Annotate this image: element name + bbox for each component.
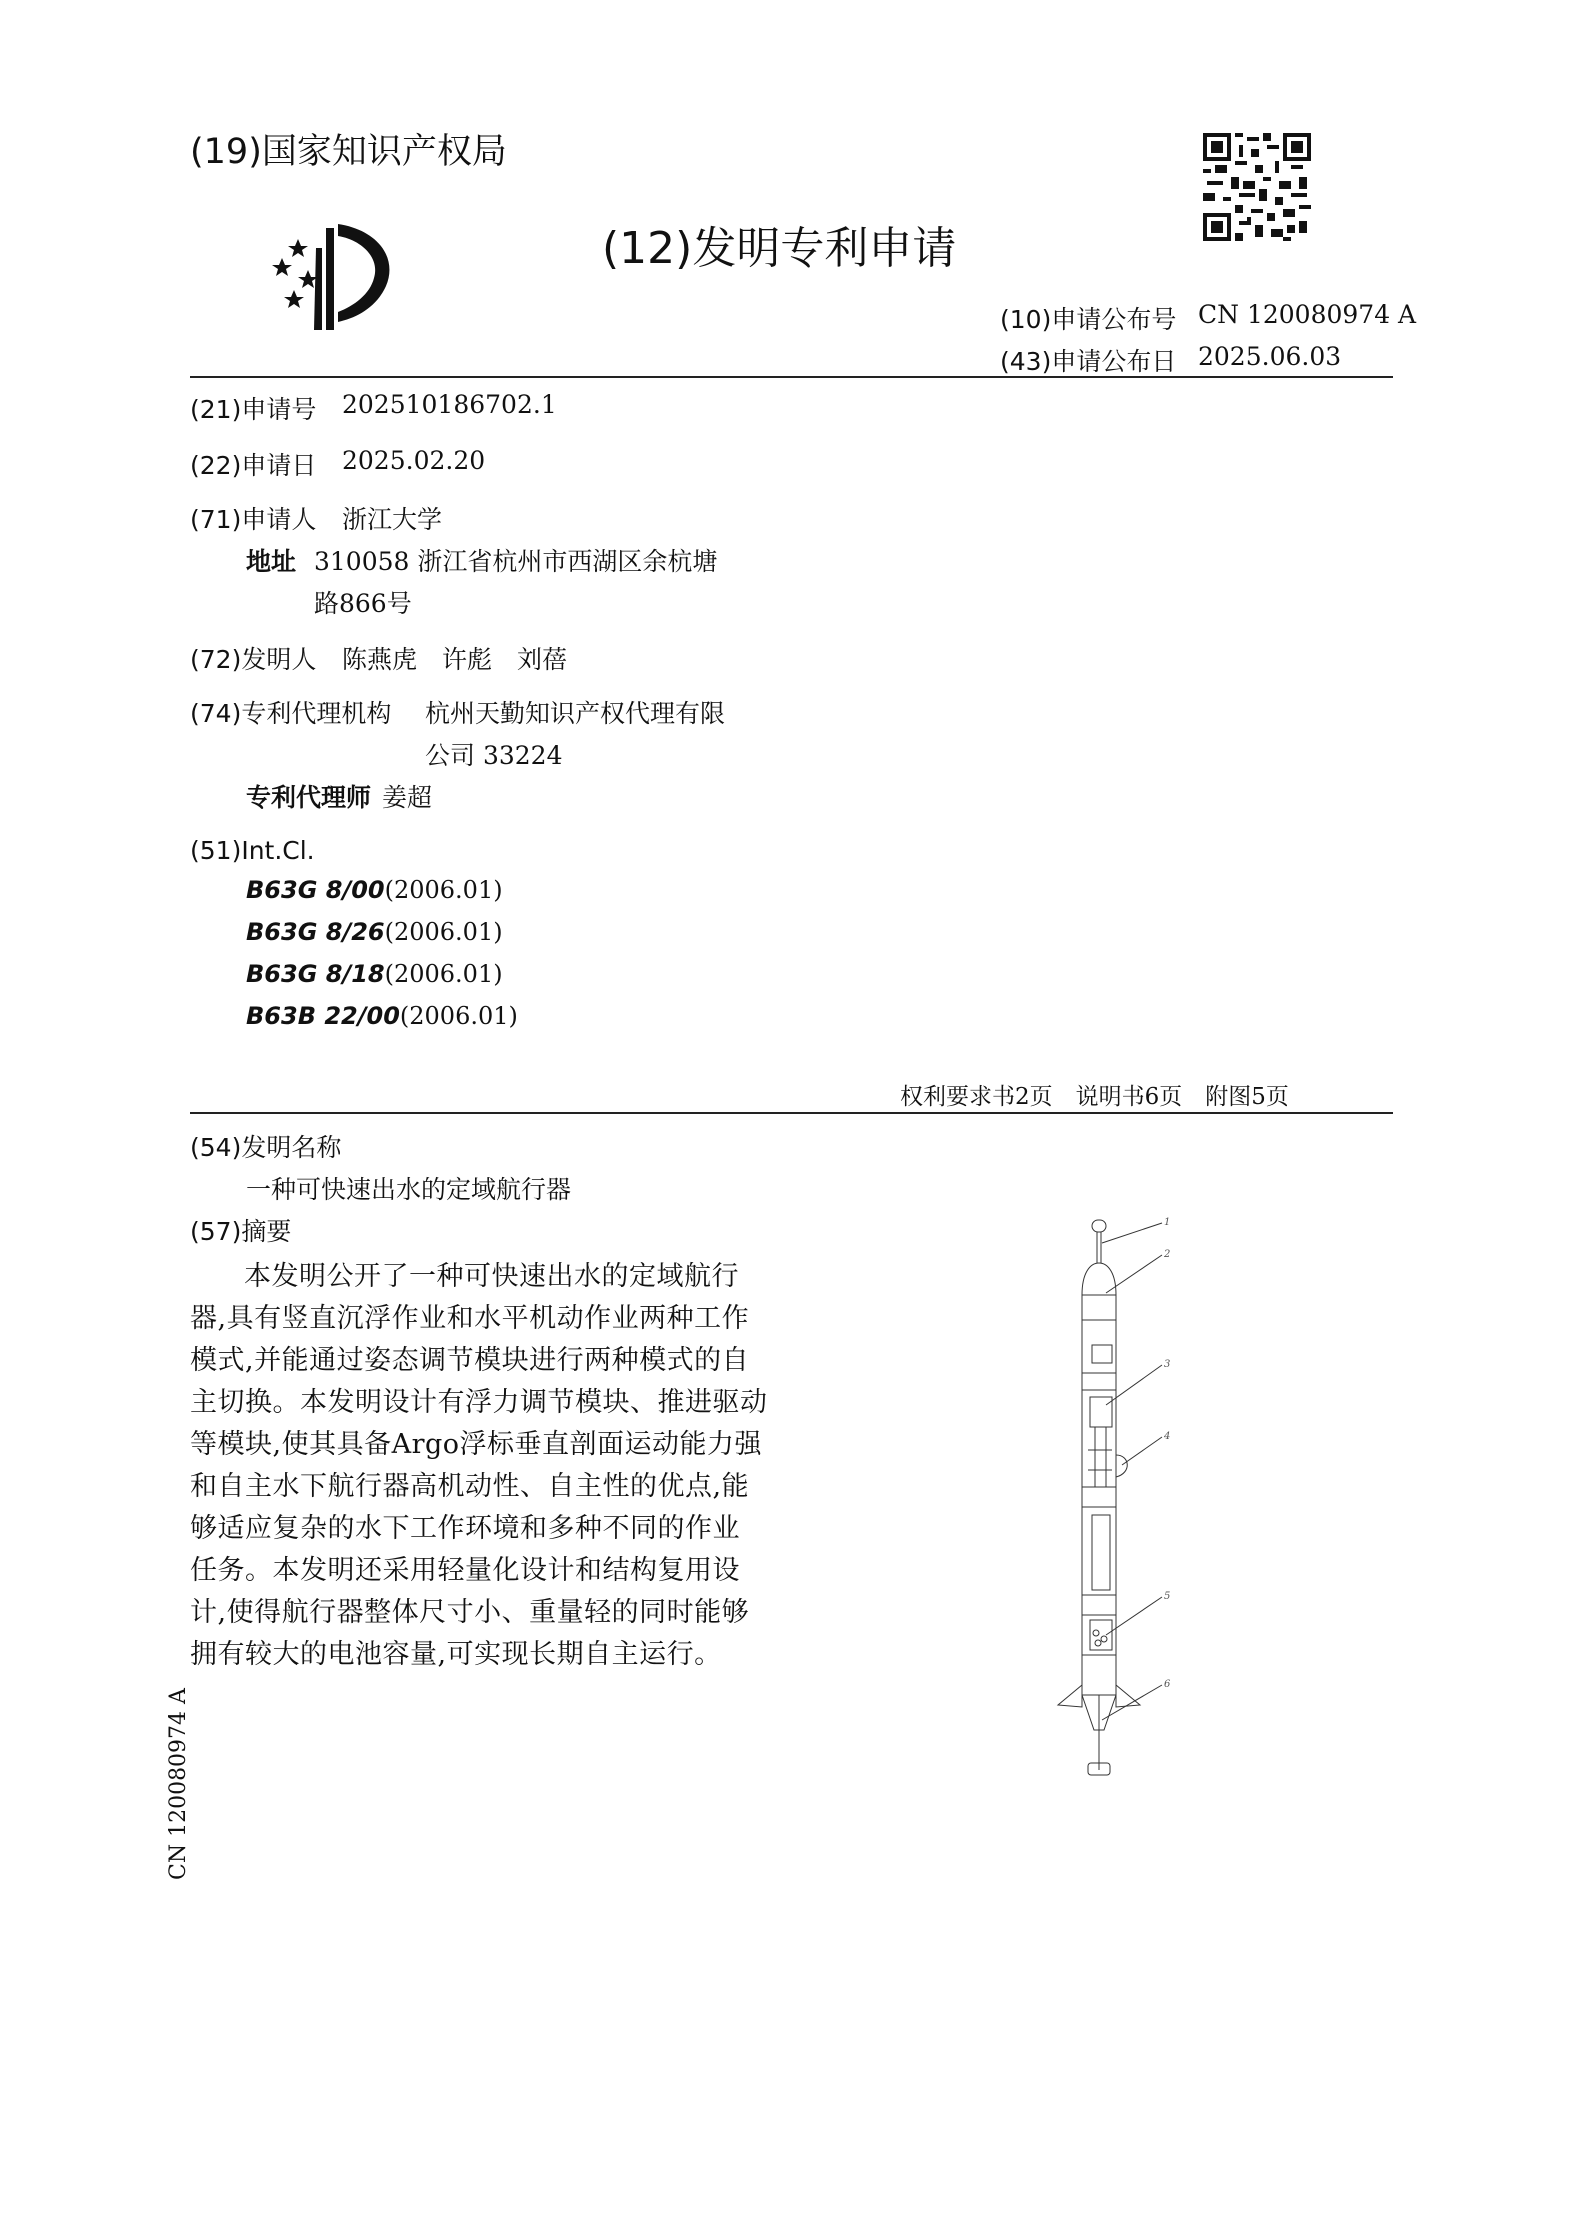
agent-label: 专利代理师 [246,783,372,812]
publication-number-label: (10)申请公布号 [1000,305,1177,334]
office-name: (19)国家知识产权局 [190,132,507,172]
title-label: (54)发明名称 [190,1133,342,1162]
ipc-version: (2006.01) [384,876,503,904]
figure-ref-label: 6 [1164,1679,1171,1690]
abstract-line: 等模块,使其具备Argo浮标垂直剖面运动能力强 [190,1429,763,1460]
figure-ref-label: 2 [1164,1249,1171,1260]
abstract-line: 计,使得航行器整体尺寸小、重量轻的同时能够 [190,1597,750,1628]
inventors: 陈燕虎 许彪 刘蓓 [342,645,568,674]
publication-date-label: (43)申请公布日 [1000,347,1177,376]
invention-title: 一种可快速出水的定域航行器 [246,1175,572,1204]
ipc-item [246,960,503,988]
application-number: 202510186702.1 [342,390,557,419]
agency-line-1: 杭州天勤知识产权代理有限 [425,699,726,728]
ipc-code: B63G 8/00 [246,876,385,904]
abstract-line: 器,具有竖直沉浮作业和水平机动作业两种工作 [190,1303,750,1334]
side-publication-number: CN 120080974 A [166,1688,191,1880]
figure-ref-label: 4 [1164,1431,1171,1442]
figure-ref-label: 3 [1164,1359,1171,1370]
application-date-label: (22)申请日 [190,451,317,480]
abstract-line: 模式,并能通过姿态调节模块进行两种模式的自 [190,1345,750,1376]
figure-ref-label: 1 [1164,1217,1171,1228]
ipc-item [246,876,503,904]
ipc-code: B63G 8/26 [246,918,385,946]
ipc-code: B63G 8/18 [246,960,385,988]
ipc-label: (51)Int.Cl. [190,836,315,865]
inventor-label: (72)发明人 [190,645,317,674]
application-number-label: (21)申请号 [190,395,317,424]
agent: 姜超 [382,783,433,812]
ipc-code: B63B 22/00 [246,1002,400,1030]
address-line-2: 路866号 [314,589,412,618]
agency-label: (74)专利代理机构 [190,699,392,728]
ipc-item [246,1002,518,1030]
qr-code-icon [1203,133,1311,241]
abstract-label: (57)摘要 [190,1217,292,1246]
header-divider [190,376,1393,378]
publication-date: 2025.06.03 [1198,342,1342,371]
abstract-line: 任务。本发明还采用轻量化设计和结构复用设 [190,1555,740,1586]
agency-line-2: 公司 33224 [425,741,563,770]
applicant: 浙江大学 [342,505,443,534]
abstract-line: 和自主水下航行器高机动性、自主性的优点,能 [190,1471,750,1502]
applicant-label: (71)申请人 [190,505,317,534]
document-type-title: (12)发明专利申请 [602,223,957,274]
ipc-version: (2006.01) [399,1002,518,1030]
address-label: 地址 [246,547,297,576]
figure-ref-label: 5 [1164,1591,1171,1602]
abstract-line: 够适应复杂的水下工作环境和多种不同的作业 [190,1513,740,1544]
publication-number: CN 120080974 A [1198,300,1417,329]
ipc-version: (2006.01) [384,918,503,946]
cnipa-logo-icon [258,218,408,333]
page-counts: 权利要求书2页 说明书6页 附图5页 [900,1084,1289,1110]
ipc-version: (2006.01) [384,960,503,988]
ipc-item [246,918,503,946]
address-line-1: 310058 浙江省杭州市西湖区余杭塘 [314,547,718,576]
abstract-figure [1040,1215,1190,1795]
section-divider [190,1112,1393,1114]
abstract-line: 本发明公开了一种可快速出水的定域航行 [244,1261,739,1292]
abstract-line: 拥有较大的电池容量,可实现长期自主运行。 [190,1639,722,1670]
abstract-line: 主切换。本发明设计有浮力调节模块、推进驱动 [190,1387,768,1418]
application-date: 2025.02.20 [342,446,486,475]
